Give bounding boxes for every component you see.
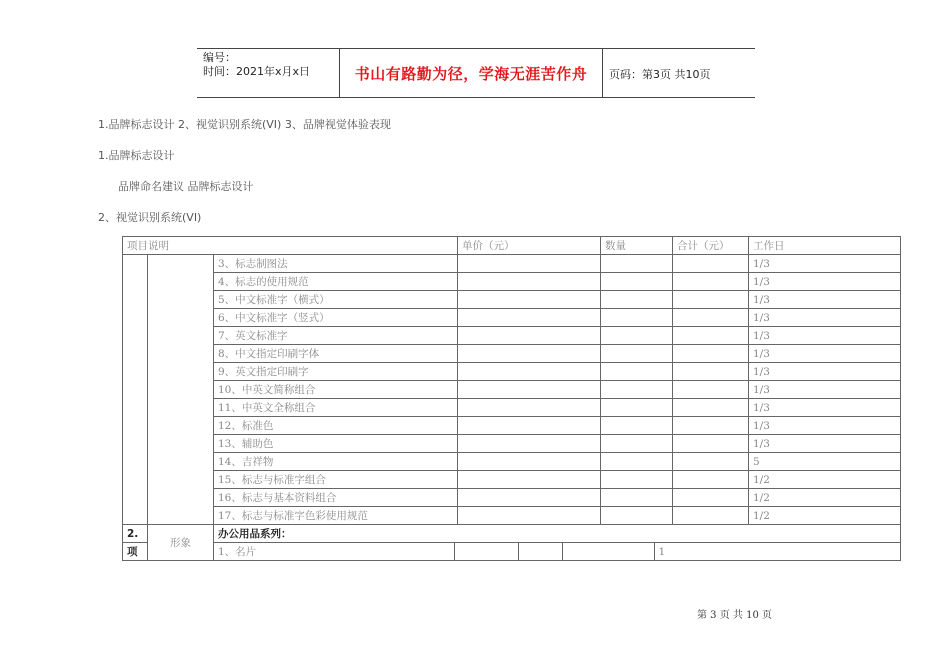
section2-subheading-row <box>123 525 901 543</box>
row-total <box>673 399 749 417</box>
table-row <box>123 507 901 525</box>
row-total <box>673 435 749 453</box>
row-qty <box>601 489 673 507</box>
row-name: 6、中文标准字（竖式） <box>214 309 458 327</box>
row-days: 1/3 <box>749 327 901 345</box>
row-days: 1/3 <box>749 417 901 435</box>
row-name: 12、标准色 <box>214 417 458 435</box>
table-row <box>123 399 901 417</box>
row-days: 1/2 <box>749 471 901 489</box>
table-row <box>123 309 901 327</box>
row-price <box>458 327 601 345</box>
row-total <box>673 471 749 489</box>
row-name: 17、标志与标准字色彩使用规范 <box>214 507 458 525</box>
header-price: 单价（元） <box>458 237 601 255</box>
table-header-row <box>123 237 901 255</box>
header-meta <box>203 51 310 79</box>
row-qty <box>601 417 673 435</box>
row-qty <box>601 453 673 471</box>
row-price <box>458 507 601 525</box>
table-row <box>123 273 901 291</box>
section2-title: 2、视觉识别系统(VI) <box>98 211 202 224</box>
header-item: 项目说明 <box>123 237 458 255</box>
table-row <box>123 417 901 435</box>
section2-number-bottom: 项 <box>123 543 148 561</box>
row-price <box>458 453 601 471</box>
section1-title: 1.品牌标志设计 <box>98 149 175 162</box>
row-qty <box>601 363 673 381</box>
row-total <box>673 489 749 507</box>
table-row <box>123 255 901 273</box>
section2-subheading: 办公用品系列： <box>214 525 901 543</box>
row-qty <box>601 291 673 309</box>
table-row <box>123 345 901 363</box>
row-name: 3、标志制图法 <box>214 255 458 273</box>
row-days: 1/3 <box>749 345 901 363</box>
row-price <box>458 435 601 453</box>
row-name: 15、标志与标准字组合 <box>214 471 458 489</box>
row-total <box>673 273 749 291</box>
row-price <box>458 273 601 291</box>
row-days: 1/3 <box>749 399 901 417</box>
row-days: 1/3 <box>749 381 901 399</box>
number-label: 编号： <box>203 51 236 64</box>
row-days: 1/3 <box>749 291 901 309</box>
row-name: 11、中英文全称组合 <box>214 399 458 417</box>
table-row <box>123 327 901 345</box>
row-price <box>454 543 518 560</box>
row-total <box>673 507 749 525</box>
table-row <box>123 363 901 381</box>
row-group-category <box>148 255 214 525</box>
row-qty <box>601 273 673 291</box>
row-name: 4、标志的使用规范 <box>214 273 458 291</box>
row-days: 1/3 <box>749 255 901 273</box>
row-qty <box>601 471 673 489</box>
page-footer: 第 3 页 共 10 页 <box>697 610 772 621</box>
row-price <box>458 489 601 507</box>
row-qty <box>518 543 562 560</box>
row-days: 5 <box>749 453 901 471</box>
table-row <box>123 453 901 471</box>
toc-line: 1.品牌标志设计 2、视觉识别系统(VI) 3、品牌视觉体验表现 <box>98 118 391 131</box>
row-name: 10、中英文简称组合 <box>214 381 458 399</box>
section2-category: 形象 <box>148 525 214 561</box>
table-row <box>123 291 901 309</box>
row-total <box>562 543 654 560</box>
row-name: 9、英文指定印刷字 <box>214 363 458 381</box>
row-price <box>458 291 601 309</box>
pricing-table <box>122 236 901 561</box>
row-days: 1/2 <box>749 489 901 507</box>
row-price <box>458 399 601 417</box>
row-days: 1 <box>658 545 666 558</box>
section2-number-top: 2. <box>123 525 148 543</box>
row-qty <box>601 255 673 273</box>
row-price <box>458 345 601 363</box>
row-price <box>458 363 601 381</box>
row-name: 13、辅助色 <box>214 435 458 453</box>
row-days: 1/3 <box>749 363 901 381</box>
row-price <box>458 381 601 399</box>
row-group-number <box>123 255 148 525</box>
row-price <box>458 471 601 489</box>
row-qty <box>601 435 673 453</box>
section2-row-cells <box>214 543 901 561</box>
row-total <box>673 363 749 381</box>
header-page-label: 页码：第3页 共10页 <box>609 68 711 81</box>
row-total <box>673 453 749 471</box>
row-total <box>673 255 749 273</box>
row-price <box>458 255 601 273</box>
row-qty <box>601 345 673 363</box>
row-total <box>673 345 749 363</box>
row-qty <box>601 327 673 345</box>
header-days: 工作日 <box>749 237 901 255</box>
header-qty: 数量 <box>601 237 673 255</box>
table-row <box>123 489 901 507</box>
row-qty <box>601 399 673 417</box>
row-name: 1、名片 <box>214 543 454 560</box>
row-days: 1/3 <box>749 273 901 291</box>
row-price <box>458 309 601 327</box>
row-days: 1/3 <box>749 435 901 453</box>
section1-items: 品牌命名建议 品牌标志设计 <box>118 180 254 193</box>
row-qty <box>601 381 673 399</box>
row-total <box>673 381 749 399</box>
header-total: 合计（元） <box>673 237 749 255</box>
row-days: 1/2 <box>749 507 901 525</box>
row-name: 14、吉祥物 <box>214 453 458 471</box>
row-days: 1/3 <box>749 309 901 327</box>
row-total <box>673 327 749 345</box>
table-row <box>123 381 901 399</box>
row-total <box>673 291 749 309</box>
time-label: 时间：2021年x月x日 <box>203 65 311 78</box>
table-row <box>123 543 901 561</box>
row-price <box>458 417 601 435</box>
row-total <box>673 309 749 327</box>
row-name: 16、标志与基本资料组合 <box>214 489 458 507</box>
row-name: 5、中文标准字（横式） <box>214 291 458 309</box>
row-qty <box>601 309 673 327</box>
row-name: 8、中文指定印刷字体 <box>214 345 458 363</box>
row-qty <box>601 507 673 525</box>
table-row <box>123 435 901 453</box>
header-motto: 书山有路勤为径，学海无涯苦作舟 <box>339 49 603 97</box>
page-header <box>197 48 755 98</box>
table-row <box>123 471 901 489</box>
row-name: 7、英文标准字 <box>214 327 458 345</box>
row-total <box>673 417 749 435</box>
